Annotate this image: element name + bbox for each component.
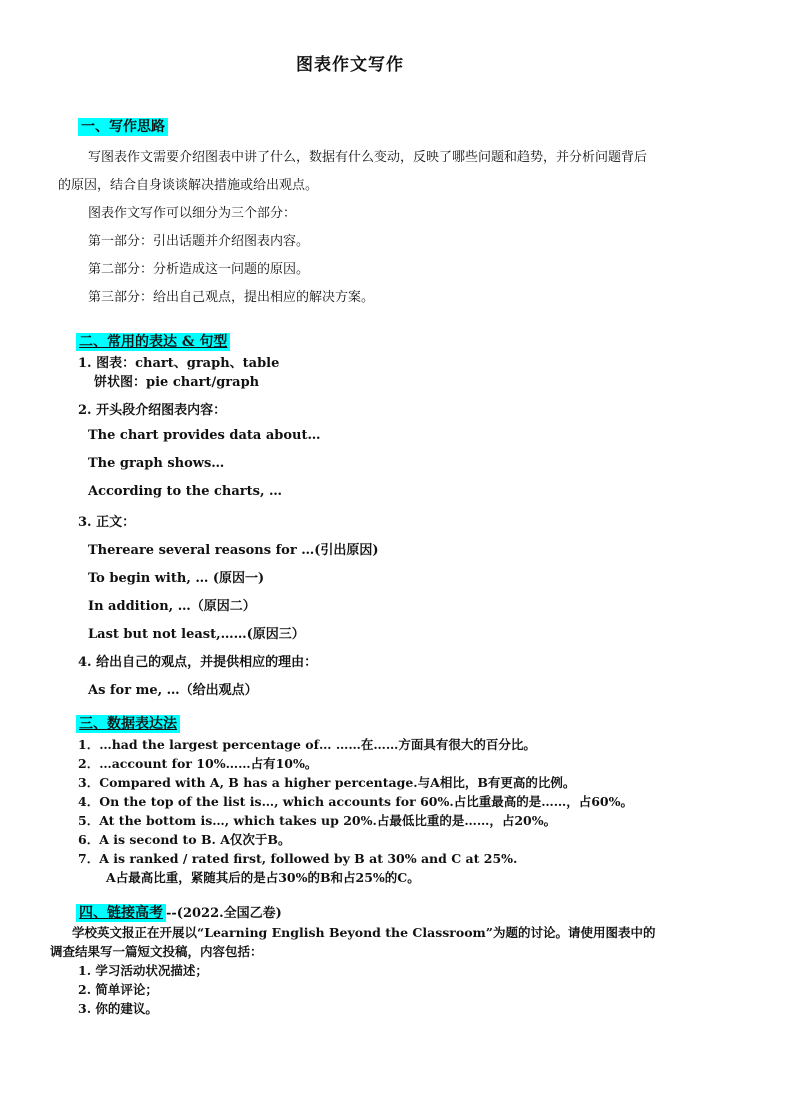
sec1-paragraph-line-2: 的原因，结合自身谈谈解决措施或给出观点。 bbox=[58, 178, 319, 193]
sec2-sentence-5: To begin with, … (原因一) bbox=[88, 571, 265, 586]
sec3-line-7: 7．A is ranked / rated first, followed by B at 30% and C at 25%. bbox=[78, 851, 518, 866]
sec2-item-1-sub: 饼状图：pie chart/graph bbox=[94, 375, 260, 390]
section-1-heading-wrap bbox=[78, 116, 168, 136]
section-4-heading-suffix: --(2022.全国乙卷) bbox=[166, 906, 282, 921]
sec4-item-3: 3. 你的建议。 bbox=[78, 1001, 158, 1016]
section-4-heading-wrap bbox=[76, 902, 282, 922]
sec3-line-1: 1．…had the largest percentage of… ……在……方面具有很大的百分比。 bbox=[78, 737, 536, 752]
sec2-sentence-4: Thereare several reasons for …(引出原因) bbox=[88, 543, 379, 558]
sec3-line-5: 5．At the bottom is…, which takes up 20%.占最低比重的是……，占20%。 bbox=[78, 813, 557, 828]
sec1-part-2: 第二部分：分析造成这一问题的原因。 bbox=[88, 262, 310, 277]
sec4-item-1: 1. 学习活动状况描述； bbox=[78, 963, 208, 978]
section-3-heading-wrap bbox=[76, 713, 180, 733]
sec2-item-4: 4. 给出自己的观点，并提供相应的理由： bbox=[78, 655, 318, 670]
sec2-item-2: 2. 开头段介绍图表内容： bbox=[78, 403, 227, 418]
sec1-part-1: 第一部分：引出话题并介绍图表内容。 bbox=[88, 234, 310, 249]
sec3-line-3: 3．Compared with A, B has a higher percentage.与A相比，B有更高的比例。 bbox=[78, 775, 576, 790]
section-2-heading: 二、常用的表达 & 句型 bbox=[76, 333, 230, 351]
section-4-heading: 四、链接高考 bbox=[76, 904, 166, 922]
sec2-sentence-6: In addition, …（原因二） bbox=[88, 599, 256, 614]
sec3-line-2: 2．…account for 10%……占有10%。 bbox=[78, 756, 318, 771]
sec2-sentence-3: According to the charts, … bbox=[88, 484, 283, 499]
sec2-sentence-8: As for me, …（给出观点） bbox=[88, 683, 258, 698]
sec3-line-7-sub: A占最高比重，紧随其后的是占30%的B和占25%的C。 bbox=[106, 870, 420, 885]
sec3-line-4: 4．On the top of the list is…, which accounts for 60%.占比重最高的是……，占60%。 bbox=[78, 794, 633, 809]
section-2-heading-wrap bbox=[76, 331, 230, 351]
sec2-item-1: 1. 图表：chart、graph、table bbox=[78, 356, 280, 371]
section-3-heading: 三、数据表达法 bbox=[76, 715, 180, 733]
sec2-sentence-7: Last but not least,……(原因三） bbox=[88, 627, 305, 642]
sec2-sentence-2: The graph shows… bbox=[88, 456, 225, 471]
sec4-paragraph-line-2: 调查结果写一篇短文投稿，内容包括： bbox=[50, 944, 263, 959]
sec4-paragraph-line-1: 学校英文报正在开展以“Learning English Beyond the Classroom”为题的讨论。请使用图表中的 bbox=[72, 925, 656, 940]
page-title: 图表作文写作 bbox=[296, 55, 404, 75]
sec2-item-3: 3. 正文： bbox=[78, 515, 136, 530]
sec1-paragraph-line-1: 写图表作文需要介绍图表中讲了什么，数据有什么变动，反映了哪些问题和趋势，并分析问题背后 bbox=[88, 150, 648, 165]
sec2-sentence-1: The chart provides data about… bbox=[88, 428, 321, 443]
sec1-paragraph-2: 图表作文写作可以细分为三个部分： bbox=[88, 206, 297, 221]
sec4-item-2: 2. 简单评论； bbox=[78, 982, 158, 997]
sec1-part-3: 第三部分：给出自己观点，提出相应的解决方案。 bbox=[88, 290, 375, 305]
sec3-line-6: 6．A is second to B. A仅次于B。 bbox=[78, 832, 291, 847]
section-1-heading: 一、写作思路 bbox=[78, 118, 168, 136]
